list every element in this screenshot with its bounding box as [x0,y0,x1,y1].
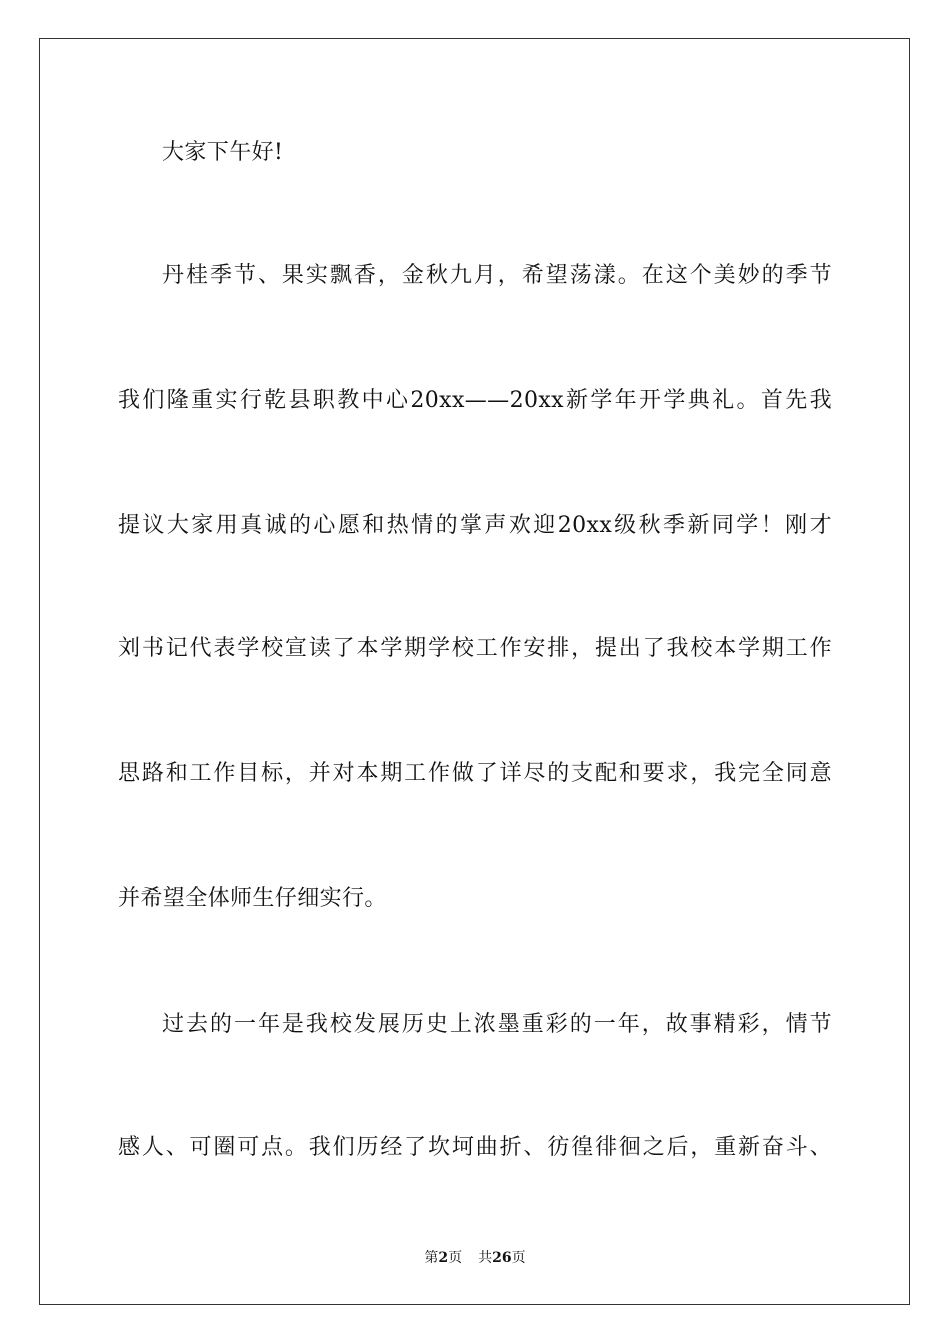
footer-page-current: 2 [438,1250,449,1266]
body-line-7: 并希望全体师生仔细实行。 [118,886,387,911]
footer-page-prefix: 第 [424,1250,439,1266]
body-line-2: 丹桂季节、果实飘香，金秋九月，希望荡漾。在这个美妙的季节 [162,263,832,288]
body-line-6: 思路和工作目标，并对本期工作做了详尽的支配和要求，我完全同意 [118,761,832,786]
body-line-8: 过去的一年是我校发展历史上浓墨重彩的一年，故事精彩，情节 [162,1012,832,1037]
footer-total-suffix: 页 [511,1250,526,1266]
footer-page-total: 26 [492,1250,512,1266]
body-line-3: 我们隆重实行乾县职教中心20xx——20xx新学年开学典礼。首先我 [118,388,832,413]
body-line-5: 刘书记代表学校宣读了本学期学校工作安排，提出了我校本学期工作 [118,636,832,661]
body-line-4: 提议大家用真诚的心愿和热情的掌声欢迎20xx级秋季新同学！刚才 [118,513,832,538]
body-line-9: 感人、可圈可点。我们历经了坎坷曲折、彷徨徘徊之后，重新奋斗、 [118,1135,832,1160]
page-footer [0,1249,950,1267]
footer-total-prefix: 共 [478,1250,493,1266]
footer-page-suffix: 页 [448,1250,463,1266]
body-line-1: 大家下午好! [162,140,284,165]
page-border [39,38,910,1305]
